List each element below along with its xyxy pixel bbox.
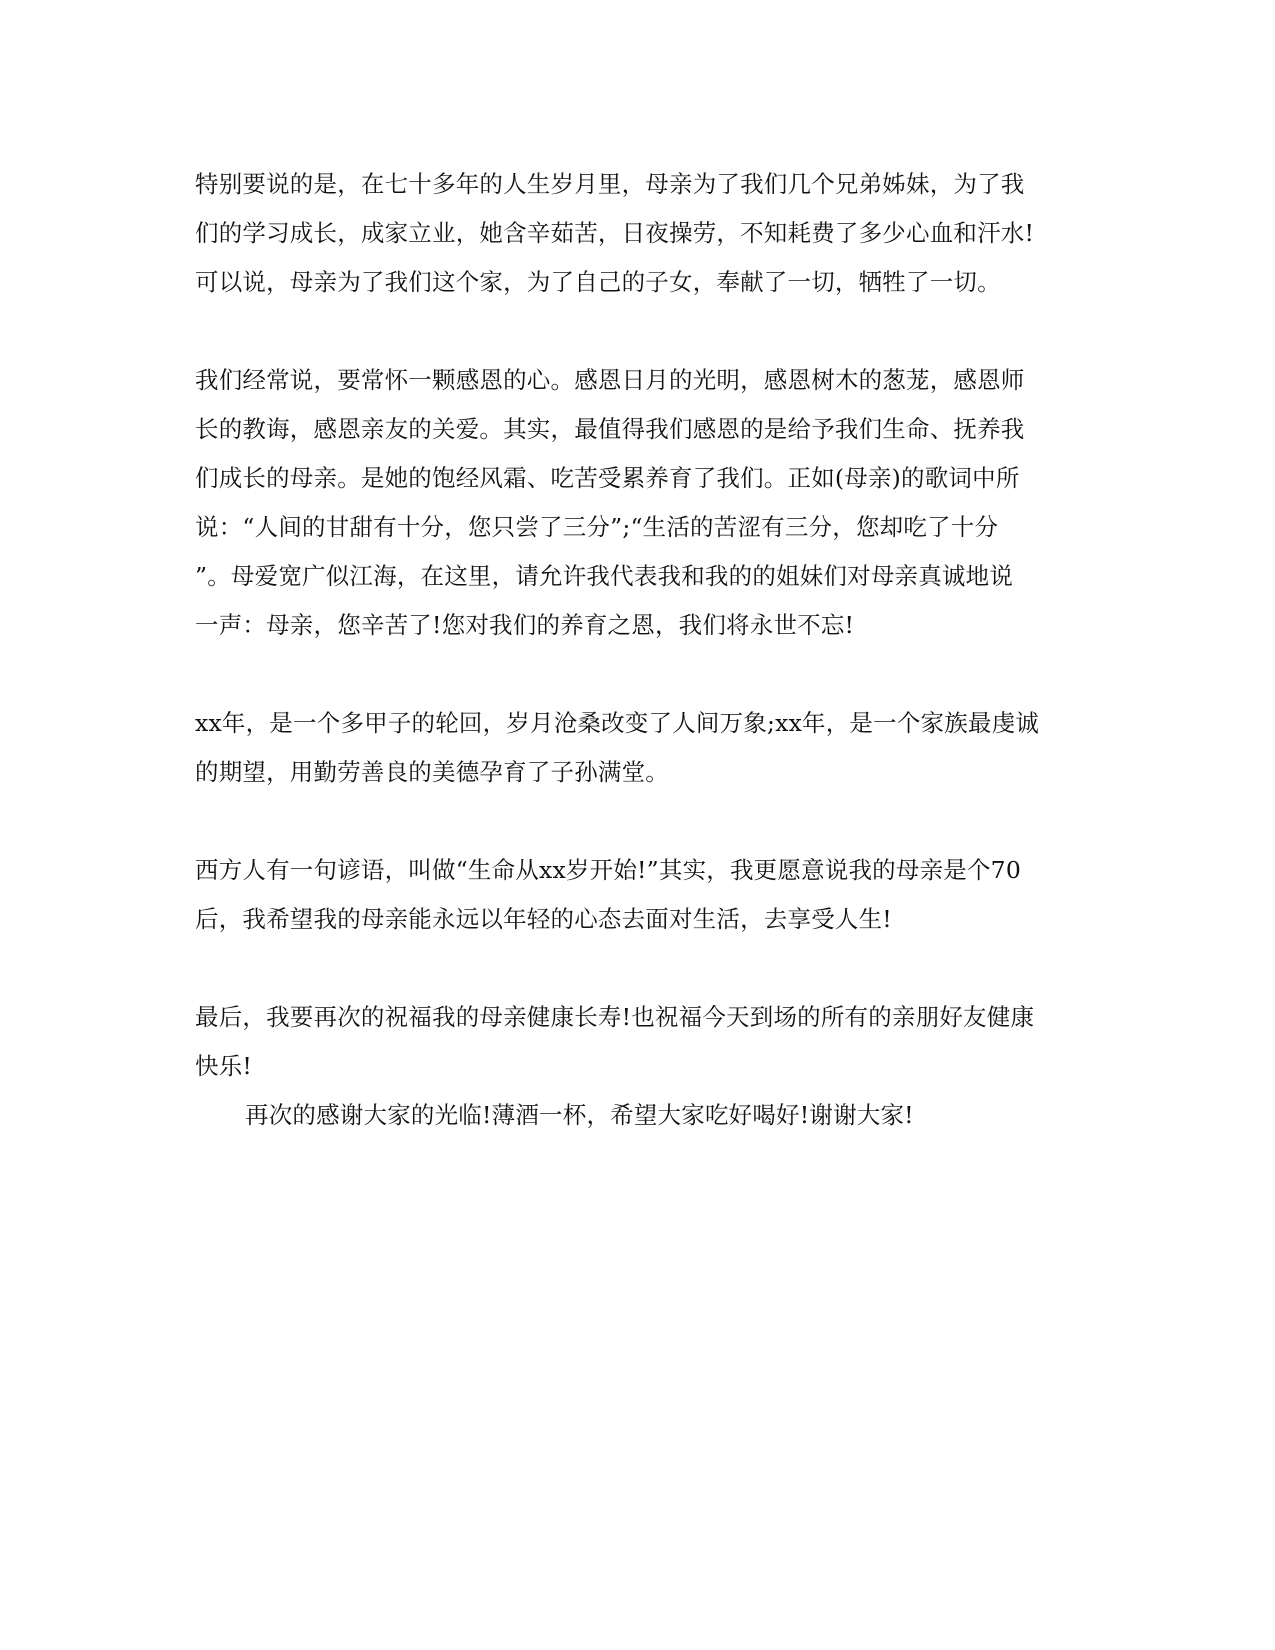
text-line: 们成长的母亲。是她的饱经风霜、吃苦受累养育了我们。正如(母亲)的歌词中所	[195, 464, 1020, 492]
paragraph-spacer	[195, 307, 1085, 356]
paragraph-5	[195, 993, 1085, 1091]
text-line: 长的教诲，感恩亲友的关爱。其实，最值得我们感恩的是给予我们生命、抚养我	[195, 415, 1025, 443]
document-body	[195, 160, 1085, 1140]
text-line: xx年，是一个多甲子的轮回，岁月沧桑改变了人间万象;xx年，是一个家族最虔诚	[195, 709, 1040, 737]
paragraph-4	[195, 846, 1085, 944]
paragraph-spacer	[195, 797, 1085, 846]
text-line: 特别要说的是，在七十多年的人生岁月里，母亲为了我们几个兄弟姊妹，为了我	[195, 170, 1025, 198]
paragraph-spacer	[195, 650, 1085, 699]
text-line: 我们经常说，要常怀一颗感恩的心。感恩日月的光明，感恩树木的葱茏，感恩师	[195, 366, 1025, 394]
paragraph-2	[195, 356, 1085, 650]
paragraph-spacer	[195, 944, 1085, 993]
paragraph-1	[195, 160, 1085, 307]
closing-line: 再次的感谢大家的光临!薄酒一杯，希望大家吃好喝好!谢谢大家!	[245, 1101, 914, 1129]
text-line: 最后，我要再次的祝福我的母亲健康长寿!也祝福今天到场的所有的亲朋好友健康	[195, 1003, 1035, 1031]
text-line: 说：“人间的甘甜有十分，您只尝了三分”;“生活的苦涩有三分，您却吃了十分	[195, 513, 999, 541]
text-line: 西方人有一句谚语，叫做“生命从xx岁开始!”其实，我更愿意说我的母亲是个70	[195, 856, 1021, 884]
text-line: ”。母爱宽广似江海，在这里，请允许我代表我和我的的姐妹们对母亲真诚地说	[195, 562, 1014, 590]
text-line: 快乐!	[195, 1052, 253, 1080]
text-line: 一声：母亲，您辛苦了!您对我们的养育之恩，我们将永世不忘!	[195, 611, 855, 639]
paragraph-3	[195, 699, 1085, 797]
text-line: 后，我希望我的母亲能永远以年轻的心态去面对生活，去享受人生!	[195, 905, 892, 933]
text-line: 可以说，母亲为了我们这个家，为了自己的子女，奉献了一切，牺牲了一切。	[195, 268, 1001, 296]
text-line: 的期望，用勤劳善良的美德孕育了子孙满堂。	[195, 758, 669, 786]
text-line: 们的学习成长，成家立业，她含辛茹苦，日夜操劳，不知耗费了多少心血和汗水!	[195, 219, 1035, 247]
